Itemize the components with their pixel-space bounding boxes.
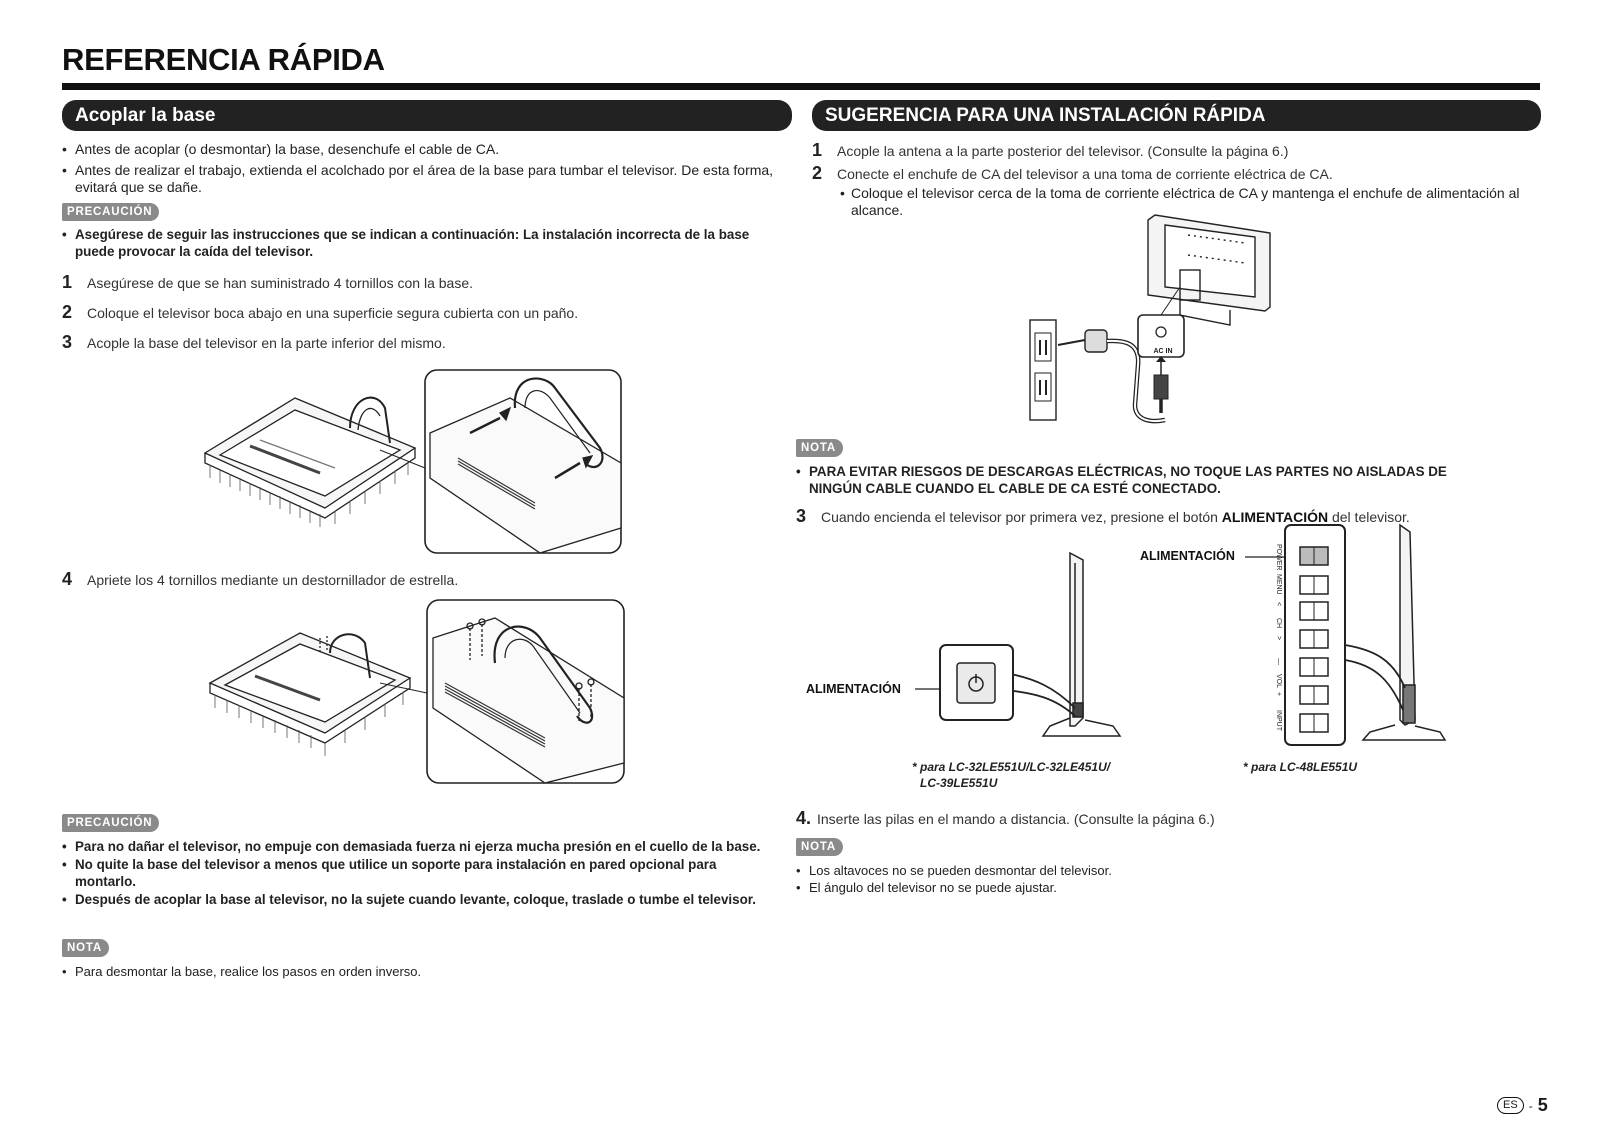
base-attach-illustration [200, 368, 630, 558]
panel-label-vol-up: + [1275, 692, 1282, 697]
step-text: Inserte las pilas en el mando a distancia. (Consulte la página 6.) [817, 811, 1215, 827]
step-number: 4. [796, 808, 812, 828]
right-note2-bullet-2: • El ángulo del televisor no se puede ajustar. [796, 879, 1496, 896]
step3-text-bold: ALIMENTACIÓN [1221, 509, 1329, 525]
right-lower-block [796, 808, 1496, 900]
caution2-bullet-1: • Para no dañar el televisor, no empuje con demasiada fuerza ni ejerza mucha presión en el cuello de la base. [62, 838, 762, 855]
right-step-1 [812, 140, 1541, 161]
screw-tighten-illustration [205, 598, 630, 788]
panel-label-ch: CH [1275, 618, 1282, 629]
page-number-dash: - [1528, 1098, 1533, 1113]
panel-label-menu: MENU [1275, 574, 1282, 595]
caption-left-models [912, 759, 1110, 791]
page-number-digit: 5 [1537, 1095, 1548, 1115]
step-number: 1 [812, 140, 823, 160]
step-text: Apriete los 4 tornillos mediante un destornillador de estrella. [87, 572, 459, 588]
step-number: 2 [812, 163, 823, 183]
caption-left-line2: LC-39LE551U [920, 776, 998, 790]
power-button-left-illustration [915, 548, 1125, 748]
right-step-2 [812, 163, 1541, 184]
caution-badge-2: PRECAUCIÓN [62, 814, 159, 832]
right-note1-block [796, 438, 1496, 527]
panel-label-input: INPUT [1275, 710, 1282, 731]
title-rule [62, 83, 1540, 90]
left-column [62, 100, 792, 353]
step-number: 3 [796, 506, 807, 526]
note-badge-left: NOTA [62, 939, 109, 957]
intro-bullet-1: • Antes de acoplar (o desmontar) la base, desenchufe el cable de CA. [62, 141, 792, 158]
page-number [1497, 1095, 1548, 1116]
right-note2-bullets [796, 862, 1496, 896]
left-intro-bullets [62, 141, 792, 196]
caution-badge-1: PRECAUCIÓN [62, 203, 159, 221]
step-text: Acople la antena a la parte posterior del televisor. (Consulte la página 6.) [837, 143, 1289, 159]
step-number: 3 [62, 332, 73, 352]
step-text: Conecte el enchufe de CA del televisor a una toma de corriente eléctrica de CA. [837, 166, 1333, 182]
step-number: 1 [62, 272, 73, 292]
left-step-1 [62, 272, 792, 293]
ac-connection-illustration [1030, 215, 1275, 430]
caution1-bullets [62, 226, 792, 260]
left-note-bullets [62, 963, 762, 980]
power-label-right: ALIMENTACIÓN [1140, 549, 1235, 563]
power-label-left: ALIMENTACIÓN [806, 682, 901, 696]
left-step-2 [62, 302, 792, 323]
left-lower-block [62, 813, 762, 984]
step-number: 2 [62, 302, 73, 322]
right-note2-bullet-1: • Los altavoces no se pueden desmontar del televisor. [796, 862, 1496, 879]
panel-label-vol-down: — [1275, 658, 1282, 665]
intro-bullet-2: • Antes de realizar el trabajo, extienda el acolchado por el área de la base para tumbar el televisor. De esta forma, evitará que se dañe. [62, 162, 792, 196]
page-title: REFERENCIA RÁPIDA [62, 42, 385, 77]
right-column [812, 100, 1541, 219]
note-badge-right-2: NOTA [796, 838, 843, 856]
step-text: Asegúrese de que se han suministrado 4 tornillos con la base. [87, 275, 474, 291]
step3-text-before: Cuando encienda el televisor por primera vez, presione el botón [821, 509, 1222, 525]
caption-left-line1: * para LC-32LE551U/LC-32LE451U/ [912, 760, 1111, 774]
left-step-3 [62, 332, 792, 353]
caution2-bullet-3: • Después de acoplar la base al televisor, no la sujete cuando levante, coloque, traslade o tumbe el televisor. [62, 891, 762, 908]
panel-label-vol: VOL [1275, 674, 1282, 689]
step-text: Acople la base del televisor en la parte inferior del mismo. [87, 335, 446, 351]
ac-in-label: AC IN [1153, 348, 1173, 355]
caution1-bullet-1: • Asegúrese de seguir las instrucciones que se indican a continuación: La instalación incorrecta de la base puede provocar la caída del televisor. [62, 226, 792, 260]
caution2-bullets [62, 838, 762, 908]
panel-label-power: POWER [1275, 544, 1282, 571]
panel-label-ch-down: < [1275, 602, 1282, 607]
left-section-heading: Acoplar la base [62, 100, 792, 131]
right-step-4 [796, 808, 1496, 829]
panel-label-ch-up: > [1275, 636, 1282, 641]
language-badge: ES [1497, 1097, 1524, 1114]
right-step2-subbullet: • Coloque el televisor cerca de la toma de corriente eléctrica de CA y mantenga el enchufe de alimentación al alcance. [837, 185, 1541, 219]
caption-right-models: * para LC-48LE551U [1243, 760, 1358, 774]
caution2-bullet-2: • No quite la base del televisor a menos que utilice un soporte para instalación en pared opcional para montarlo. [62, 856, 762, 890]
step-number: 4 [62, 569, 73, 589]
control-panel-labels [1275, 542, 1287, 732]
right-note1-bullets [796, 463, 1496, 497]
right-note1-bullet-1: • PARA EVITAR RIESGOS DE DESCARGAS ELÉCTRICAS, NO TOQUE LAS PARTES NO AISLADAS DE NINGÚN CABLE CUANDO EL CABLE DE CA ESTÉ CONECTADO. [796, 463, 1496, 497]
left-note-bullet-1: • Para desmontar la base, realice los pasos en orden inverso. [62, 963, 762, 980]
note-badge-right-1: NOTA [796, 439, 843, 457]
right-section-heading: SUGERENCIA PARA UNA INSTALACIÓN RÁPIDA [812, 100, 1541, 131]
step3-text-after: del televisor. [1328, 509, 1410, 525]
left-step-4 [62, 569, 458, 590]
step-text: Coloque el televisor boca abajo en una superficie segura cubierta con un paño. [87, 305, 579, 321]
